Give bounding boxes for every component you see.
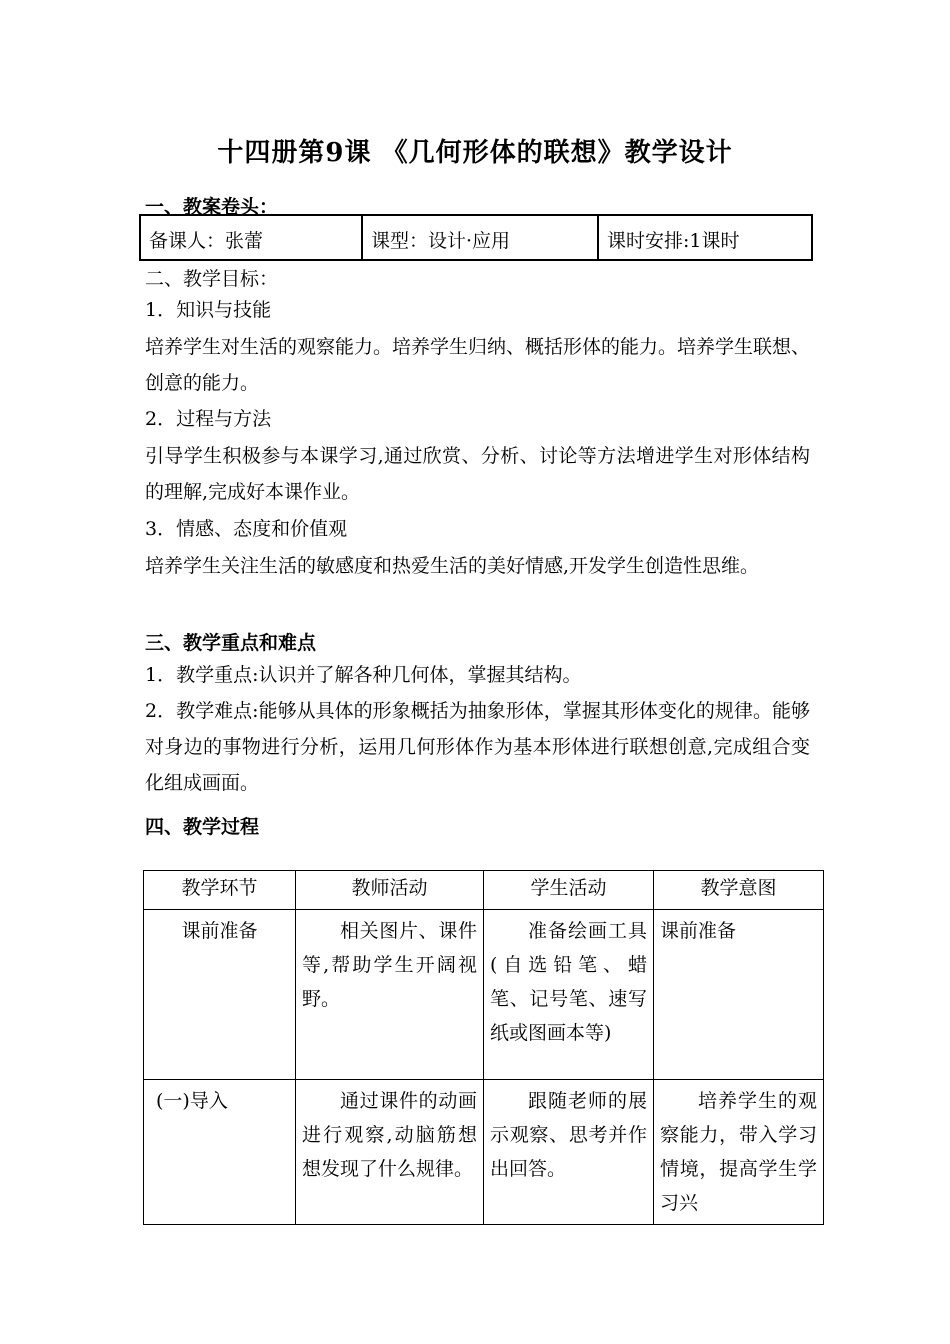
section-heading-objectives: 二、教学目标： (145, 268, 279, 290)
header-stage: 教学环节 (144, 871, 296, 910)
header-intent: 教学意图 (654, 871, 824, 910)
section-heading-header: 一、教案卷头： (145, 196, 279, 218)
cell-teacher-activity: 相关图片、课件等,帮助学生开阔视野。 (296, 910, 484, 1080)
table-row (144, 1080, 824, 1225)
focus-item-2: 2．教学难点:能够从具体的形象概括为抽象形体，掌握其形体变化的规律。能够对身边的事物进行分析，运用几何形体作为基本形体进行联想创意,完成组合变化组成画面。 (145, 700, 810, 794)
table-row (144, 910, 824, 1080)
cell-student-activity: 跟随老师的展示观察、思考并作出回答。 (484, 1080, 654, 1225)
table-header-row (144, 871, 824, 910)
cell-stage: (一)导入 (144, 1080, 296, 1225)
section-heading-focus: 三、教学重点和难点 (145, 632, 317, 654)
cell-student-activity: 准备绘画工具(自选铅笔、蜡笔、记号笔、速写纸或图画本等) (484, 910, 654, 1080)
section-heading-process: 四、教学过程 (145, 816, 260, 838)
objective-1-title: 1．知识与技能 (145, 299, 272, 321)
page-title: 十四册第9课 《几何形体的联想》教学设计 (217, 138, 733, 168)
cell-teacher-activity: 通过课件的动画进行观察,动脑筋想想发现了什么规律。 (296, 1080, 484, 1225)
teacher-cell: 备课人：张蕾 (141, 216, 363, 259)
focus-item-1: 1．教学重点:认识并了解各种几何体，掌握其结构。 (145, 664, 582, 686)
objective-2-title: 2．过程与方法 (145, 408, 272, 430)
objective-3-text: 培养学生关注生活的敏感度和热爱生活的美好情感,开发学生创造性思维。 (145, 555, 760, 577)
class-hours-cell: 课时安排:1课时 (607, 230, 740, 252)
header-student-activity: 学生活动 (484, 871, 654, 910)
cell-intent: 课前准备 (654, 910, 824, 1080)
header-teacher-activity: 教师活动 (296, 871, 484, 910)
cell-intent: 培养学生的观察能力，带入学习情境，提高学生学习兴 (654, 1080, 824, 1225)
lesson-header-table (139, 214, 813, 261)
objective-3-title: 3．情感、态度和价值观 (145, 518, 348, 540)
lesson-type-cell: 课型：设计·应用 (363, 216, 599, 259)
teaching-process-table (143, 870, 824, 1225)
cell-stage: 课前准备 (144, 910, 296, 1080)
objective-1-text: 培养学生对生活的观察能力。培养学生归纳、概括形体的能力。培养学生联想、创意的能力。 (145, 336, 811, 394)
objective-2-text: 引导学生积极参与本课学习,通过欣赏、分析、讨论等方法增进学生对形体结构的理解,完成好本课作业。 (145, 445, 810, 503)
